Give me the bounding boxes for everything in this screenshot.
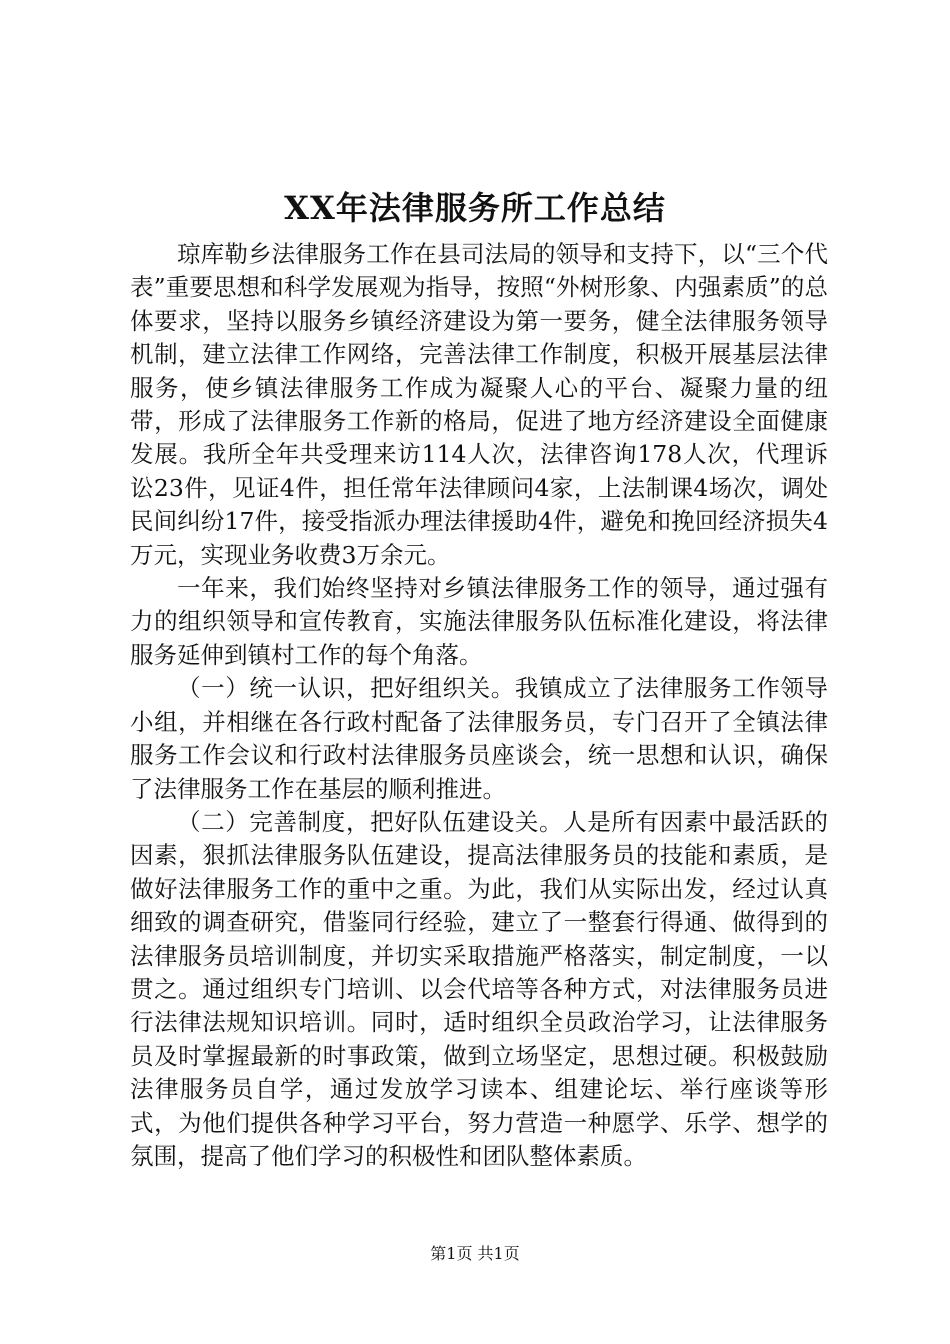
- paragraph-overview: 一年来，我们始终坚持对乡镇法律服务工作的领导，通过强有力的组织领导和宣传教育，实施法律服务队伍标准化建设，将法律服务延伸到镇村工作的每个角落。: [130, 574, 828, 669]
- paragraph-intro: 琼库勒乡法律服务工作在县司法局的领导和支持下，以“三个代表”重要思想和科学发展观为指导，按照“外树形象、内强素质”的总体要求，坚持以服务乡镇经济建设为第一要务，健全法律服务领导机制，建立法律工作网络，完善法律工作制度，积极开展基层法律服务，使乡镇法律服务工作成为凝聚人心的平台、凝聚力量的纽带，形成了法律服务工作新的格局，促进了地方经济建设全面健康发展。我所全年共受理来访114人次，法律咨询178人次，代理诉讼23件，见证4件，担任常年法律顾问4家，上法制课4场次，调处民间纠纷17件，接受指派办理法律援助4件，避免和挽回经济损失4万元，实现业务收费3万余元。: [130, 240, 828, 569]
- page-footer: 第1页 共1页: [430, 1244, 520, 1263]
- paragraph-section-1: （一）统一认识，把好组织关。我镇成立了法律服务工作领导小组，并相继在各行政村配备了法律服务员，专门召开了全镇法律服务工作会议和行政村法律服务员座谈会，统一思想和认识，确保了法律服务工作在基层的顺利推进。: [130, 674, 828, 803]
- document-body: [130, 238, 828, 1173]
- document-title: XX年法律服务所工作总结: [284, 189, 666, 227]
- paragraph-section-2: （二）完善制度，把好队伍建设关。人是所有因素中最活跃的因素，狠抓法律服务队伍建设，提高法律服务员的技能和素质，是做好法律服务工作的重中之重。为此，我们从实际出发，经过认真细致的调查研究，借鉴同行经验，建立了一整套行得通、做得到的法律服务员培训制度，并切实采取措施严格落实，制定制度，一以贯之。通过组织专门培训、以会代培等各种方式，对法律服务员进行法律法规知识培训。同时，适时组织全员政治学习，让法律服务员及时掌握最新的时事政策，做到立场坚定，思想过硬。积极鼓励法律服务员自学，通过发放学习读本、组建论坛、举行座谈等形式，为他们提供各种学习平台，努力营造一种愿学、乐学、想学的氛围，提高了他们学习的积极性和团队整体素质。: [130, 807, 828, 1170]
